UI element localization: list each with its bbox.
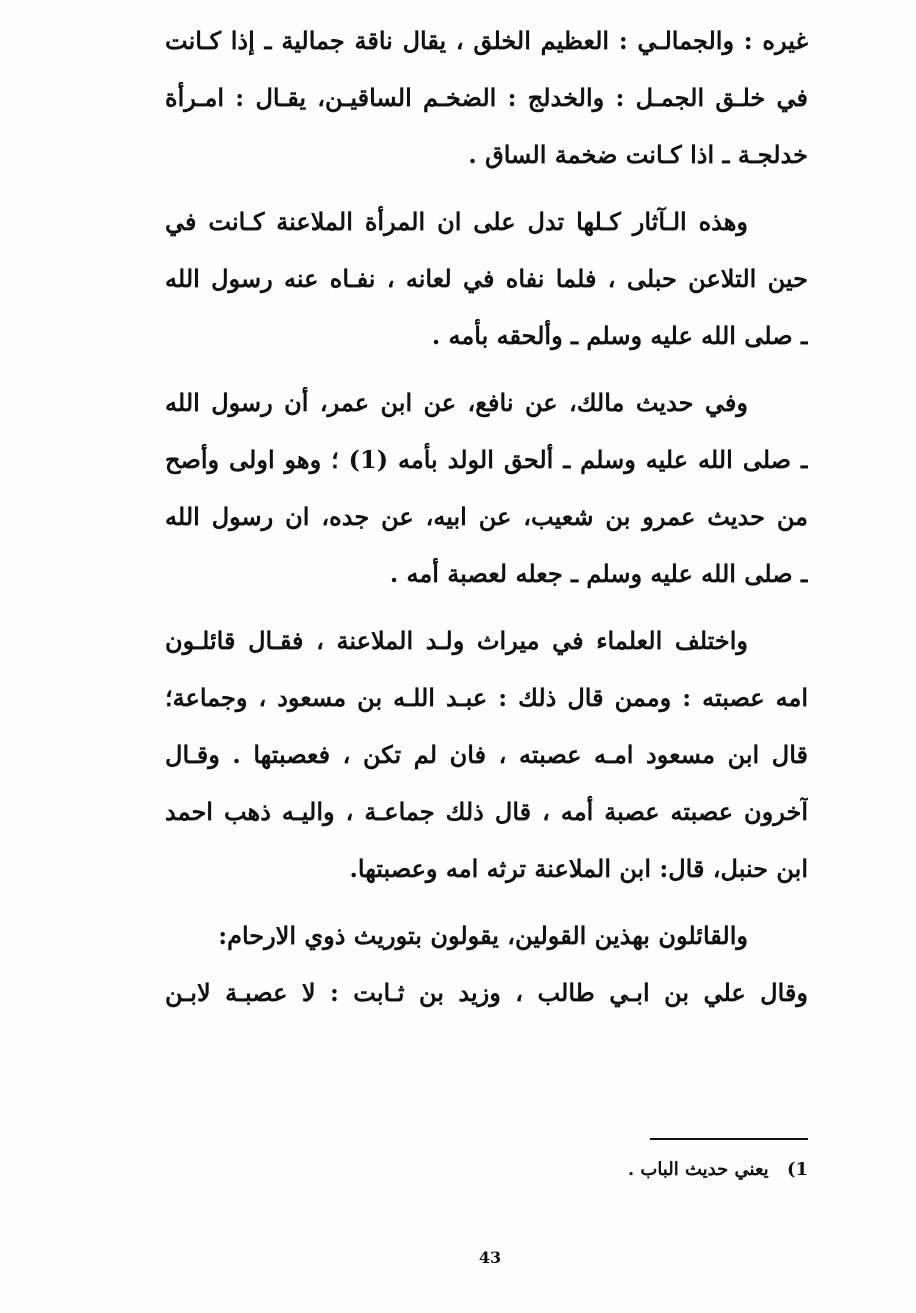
text-line: وهذه الـآثار كـلها تدل على ان المرأة الملاعنة كـانت في <box>165 207 749 236</box>
paragraph-5 <box>165 907 808 1021</box>
text-line: غيره : والجمالـي : العظيم الخلق ، يقال ناقة جمالية ـ إذا كـانت <box>165 26 808 55</box>
text-line: آخرون عصبته عصبة أمه ، قال ذلك جماعـة ، واليـه ذهب احمد <box>165 797 808 826</box>
text-line: في خلـق الجمـل : والخدلج : الضخـم الساقيـن، يقـال : امـرأة <box>165 83 808 112</box>
footnote-divider <box>650 1138 808 1140</box>
text-line: ـ صلى الله عليه وسلم ـ وألحقه بأمه . <box>431 321 808 350</box>
text-line: وقال علي بن ابـي طالب ، وزيد بن ثـابت : لا عصبـة لابـن <box>165 978 808 1007</box>
paragraph-4 <box>165 612 808 897</box>
text-line: وفي حديث مالك، عن نافع، عن ابن عمر، أن رسول الله <box>165 388 748 417</box>
footnote-text: يعني حديث الباب . <box>627 1159 769 1180</box>
text-line: ـ صلى الله عليه وسلم ـ ألحق الولد بأمه (1) ؛ وهو اولى وأصح <box>165 445 808 474</box>
text-line: قال ابن مسعود امـه عصبته ، فان لم تكن ، فعصبتها . وقـال <box>165 740 808 769</box>
text-line: حين التلاعن حبلى ، فلما نفاه في لعانه ، نفـاه عنه رسول الله <box>165 264 808 293</box>
text-line: من حديث عمرو بن شعيب، عن ابيه، عن جده، ان رسول الله <box>165 502 808 531</box>
text-line: ابن حنبل، قال: ابن الملاعنة ترثه امه وعصبتها. <box>349 854 808 883</box>
paragraph-3 <box>165 374 808 602</box>
text-line: خدلجـة ـ اذا كـانت ضخمة الساق . <box>468 140 808 169</box>
footnote <box>400 1150 808 1190</box>
text-line: والقائلون بهذين القولين، يقولون بتوريث ذوي الارحام: <box>218 921 748 950</box>
footnote-marker: 1) <box>786 1159 808 1180</box>
main-text <box>165 12 808 1031</box>
text-line: واختلف العلماء في ميراث ولـد الملاعنة ، فقـال قائلـون <box>165 626 748 655</box>
paragraph-2 <box>165 193 808 364</box>
text-line: ـ صلى الله عليه وسلم ـ جعله لعصبة أمه . <box>389 559 808 588</box>
paragraph-1 <box>165 12 808 183</box>
page-number: 43 <box>478 1248 502 1267</box>
text-line: امه عصبته : وممن قال ذلك : عبـد اللـه بن مسعود ، وجماعة؛ <box>165 683 808 712</box>
